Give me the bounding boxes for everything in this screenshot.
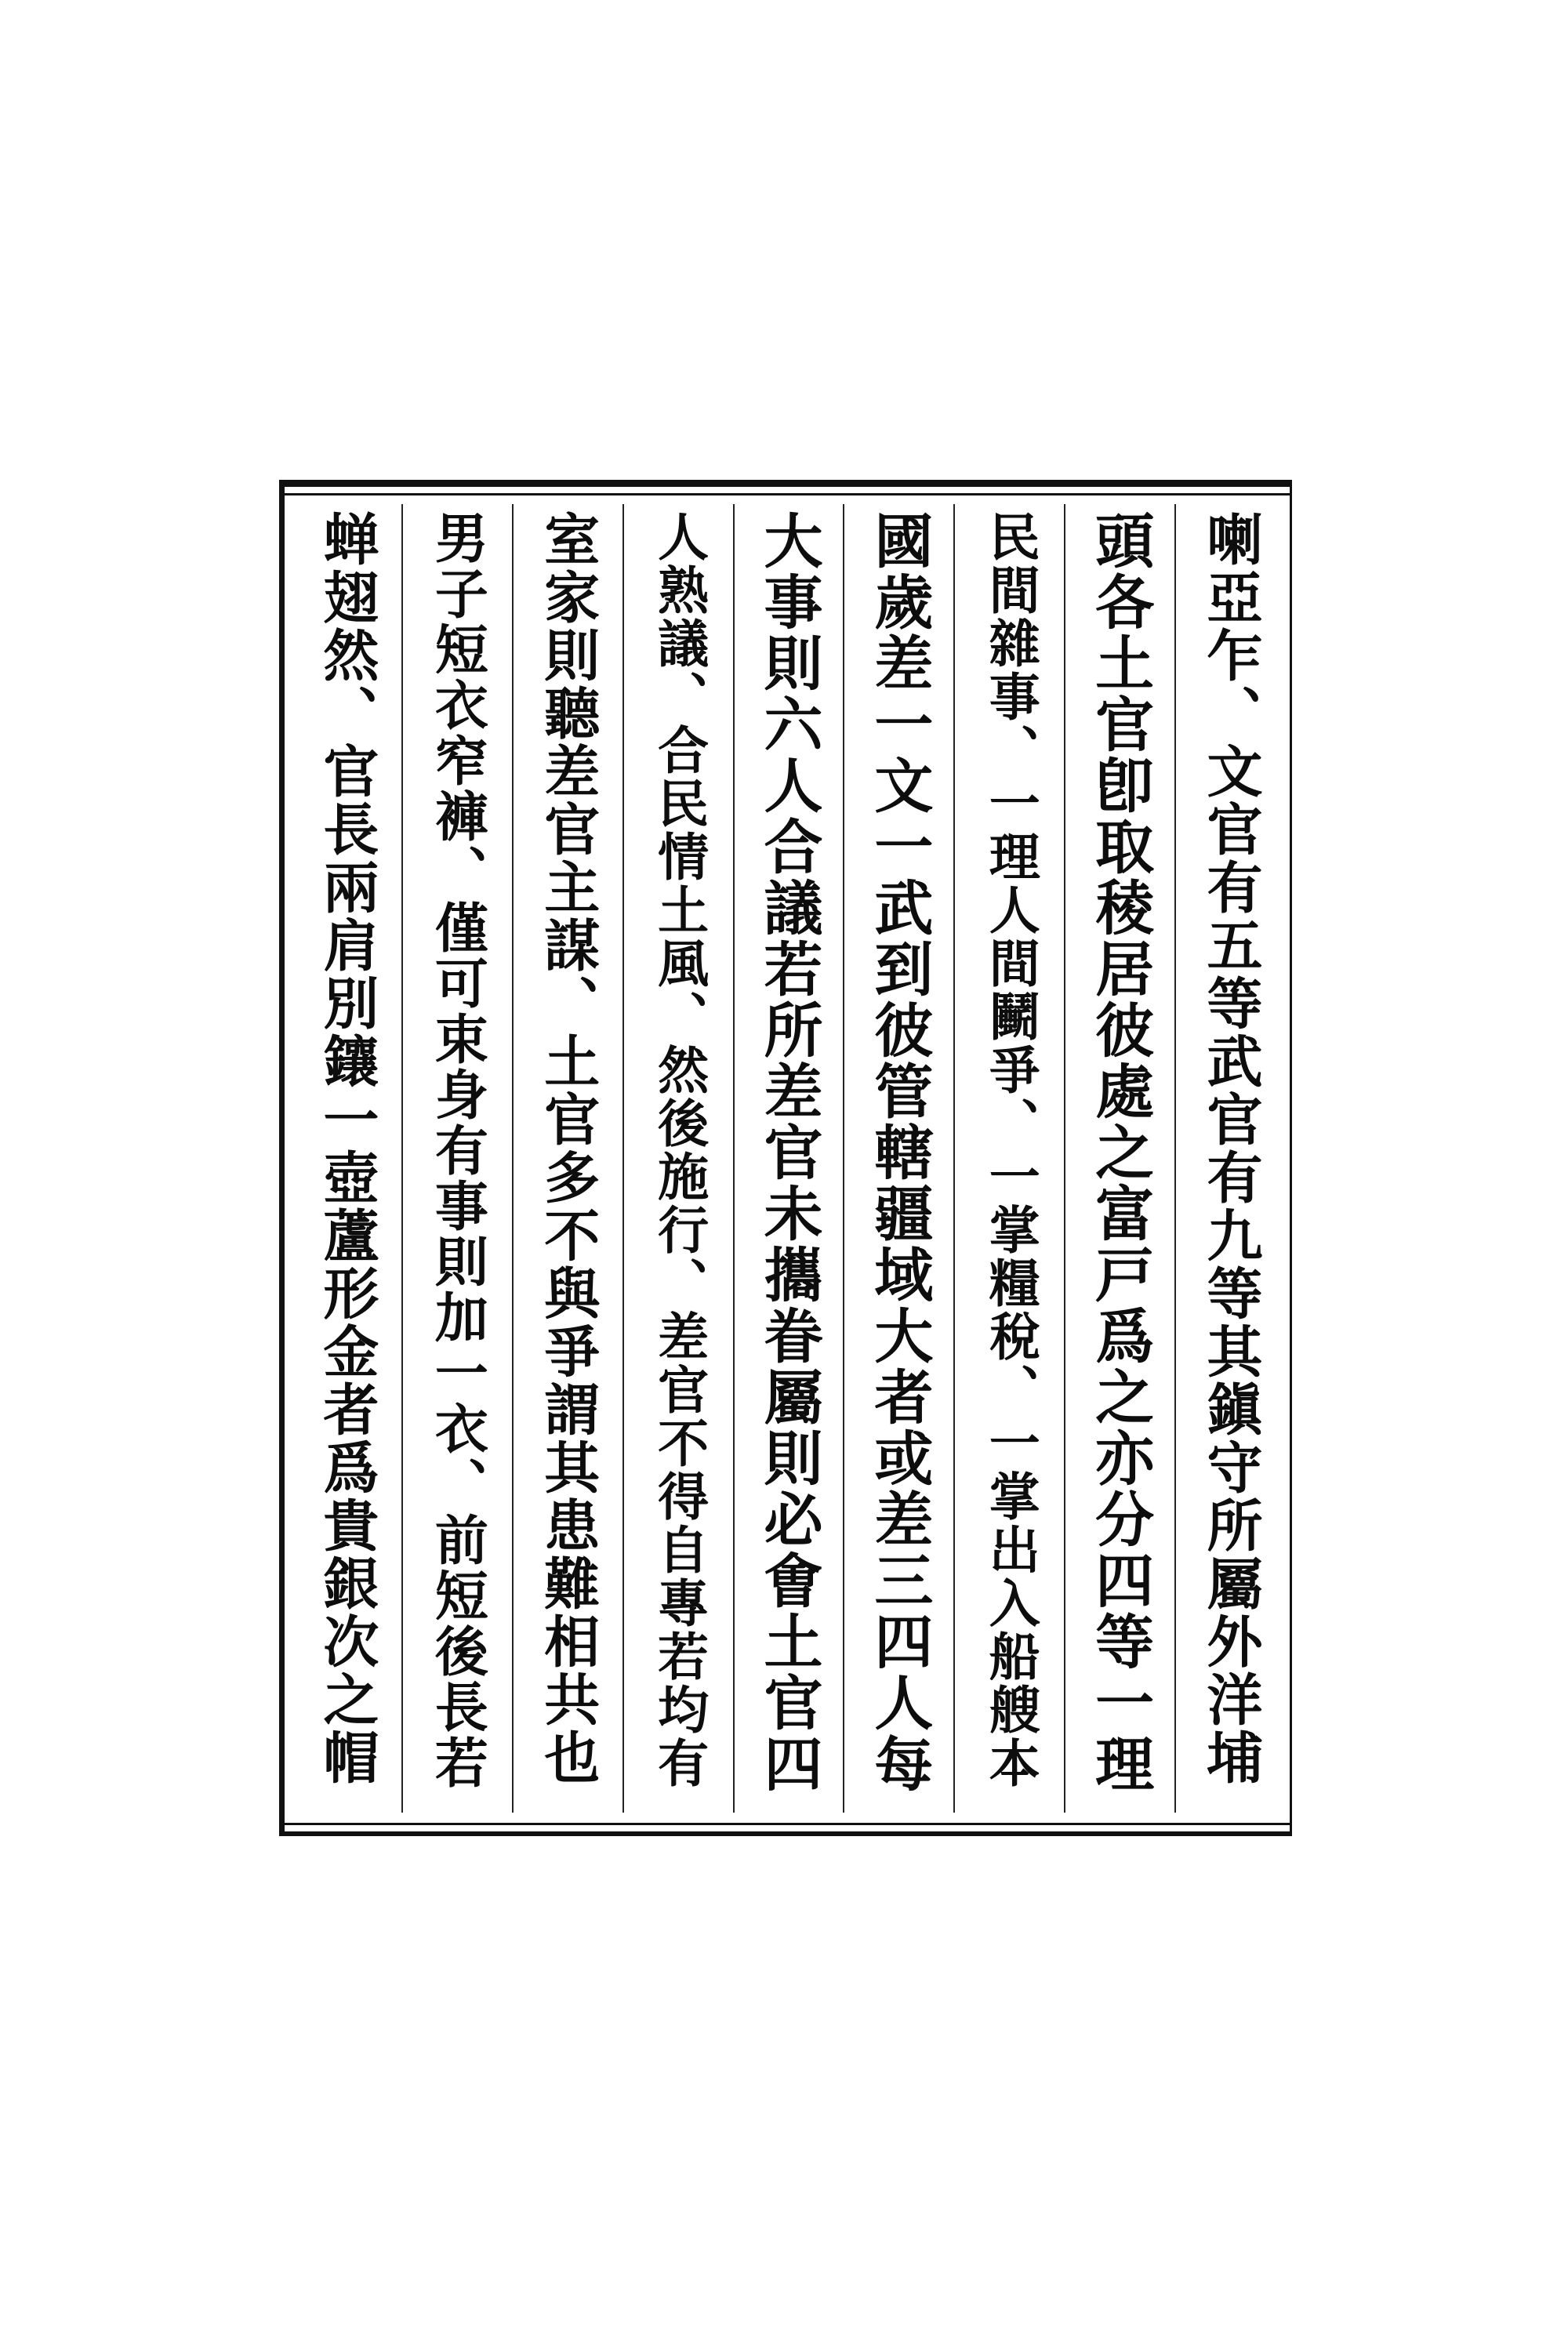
column-text: 喇亞乍、文官有五等武官有九等其鎭守所屬外洋埔 <box>1198 510 1265 1787</box>
frame-bottom-rule <box>285 1823 1290 1825</box>
column-text: 頭各土官卽取稜居彼處之富戸爲之亦分四等一理 <box>1086 510 1156 1795</box>
text-frame <box>279 480 1292 1836</box>
text-column-5 <box>733 504 844 1813</box>
text-column-8 <box>401 504 512 1813</box>
column-text: 室家則聽差官主謀、土官多不與爭謂其患難相共也 <box>535 510 601 1787</box>
column-text: 國歲差一文一武到彼管轄疆域大者或差三四人每 <box>865 510 935 1795</box>
text-column-3 <box>953 504 1064 1813</box>
text-column-2 <box>1064 504 1174 1813</box>
column-text: 民間雜事、一理人間鬭爭、一掌糧稅、一掌出入船艘本 <box>980 510 1040 1790</box>
column-text: 人熟議、合民情土風、然後施行、差官不得自專若均有 <box>648 510 709 1790</box>
text-column-6 <box>622 504 733 1813</box>
text-columns <box>292 504 1285 1813</box>
text-column-1 <box>1174 504 1285 1813</box>
frame-top-rule <box>285 493 1290 495</box>
column-text: 大事則六人合議若所差官未攜眷屬則必㑹土官四 <box>754 510 824 1795</box>
column-text: 蝉翅然、官長兩肩別鑲一壺蘆形金者爲貴銀次之帽 <box>314 510 380 1787</box>
text-column-4 <box>843 504 953 1813</box>
text-column-7 <box>512 504 622 1813</box>
text-column-9 <box>292 504 401 1813</box>
column-text: 男子短衣窄褲、僅可束身有事則加一衣、前短後長若 <box>426 510 489 1791</box>
